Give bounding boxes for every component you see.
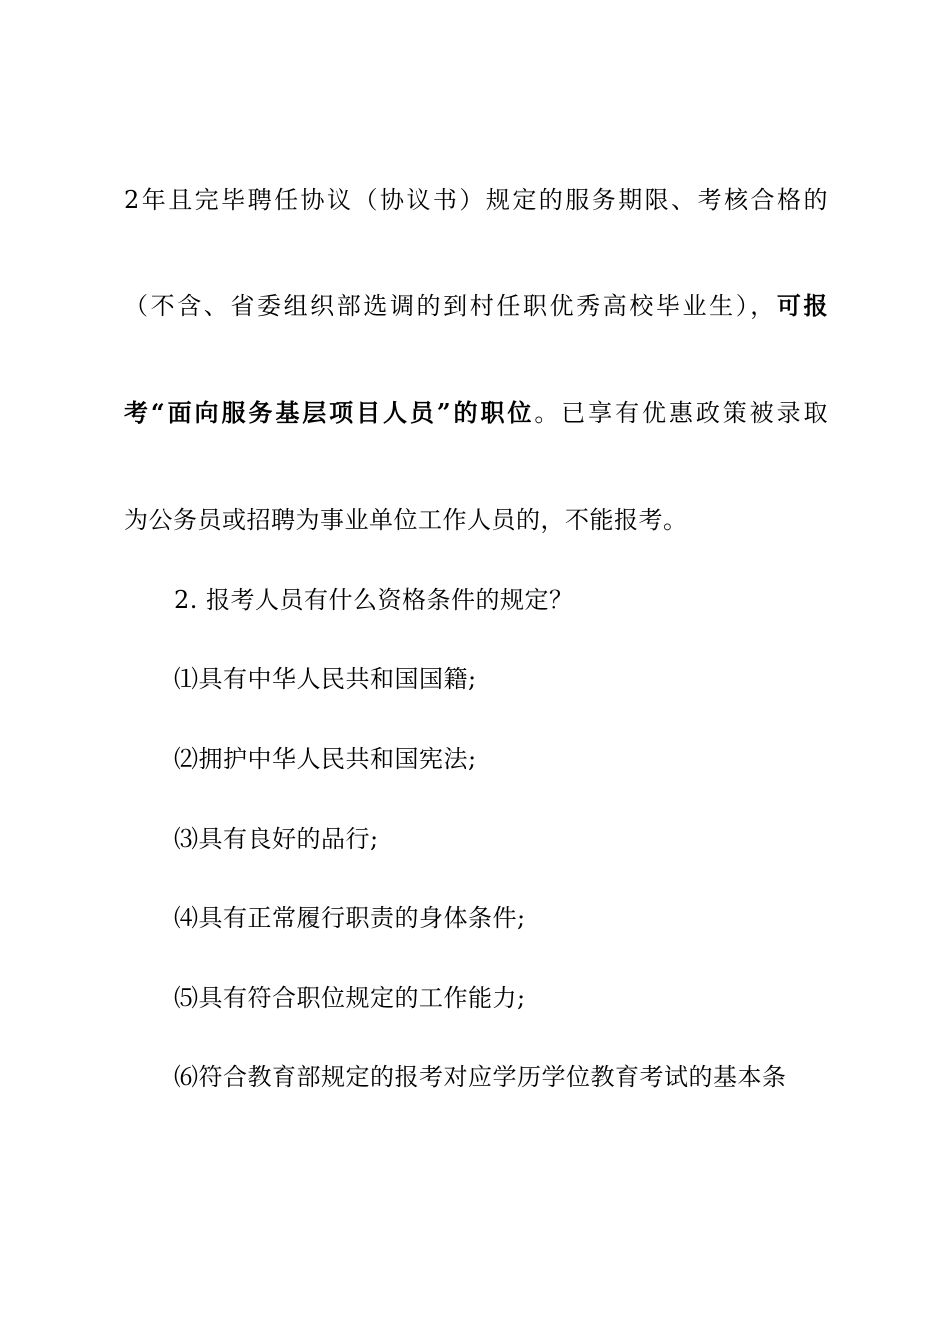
- condition-item: ⑶具有良好的品行;: [174, 825, 379, 853]
- paragraph-line-2-bold: 可报: [776, 291, 829, 320]
- paragraph-line-3-text: 。已享有优惠政策被录取: [534, 399, 829, 427]
- condition-item: ⑸具有符合职位规定的工作能力;: [174, 984, 526, 1012]
- paragraph-line-2-text: （不含、省委组织部选调的到村任职优秀高校毕业生），: [124, 292, 777, 320]
- condition-item: ⑷具有正常履行职责的身体条件;: [174, 904, 526, 932]
- paragraph-line-3-bold: 考“面向服务基层项目人员”的职位: [124, 398, 535, 427]
- condition-item: ⑵拥护中华人民共和国宪法;: [174, 745, 477, 773]
- paragraph-line-4: 为公务员或招聘为事业单位工作人员的，不能报考。: [124, 506, 688, 534]
- question-heading: 2. 报考人员有什么资格条件的规定？: [174, 586, 574, 614]
- condition-item: ⑴具有中华人民共和国国籍;: [174, 665, 477, 693]
- paragraph-line-2: [124, 291, 828, 321]
- condition-item: ⑹符合教育部规定的报考对应学历学位教育考试的基本条: [174, 1063, 787, 1091]
- paragraph-line-1: 2年且完毕聘任协议（协议书）规定的服务期限、考核合格的: [124, 186, 828, 214]
- paragraph-line-3: [124, 398, 828, 428]
